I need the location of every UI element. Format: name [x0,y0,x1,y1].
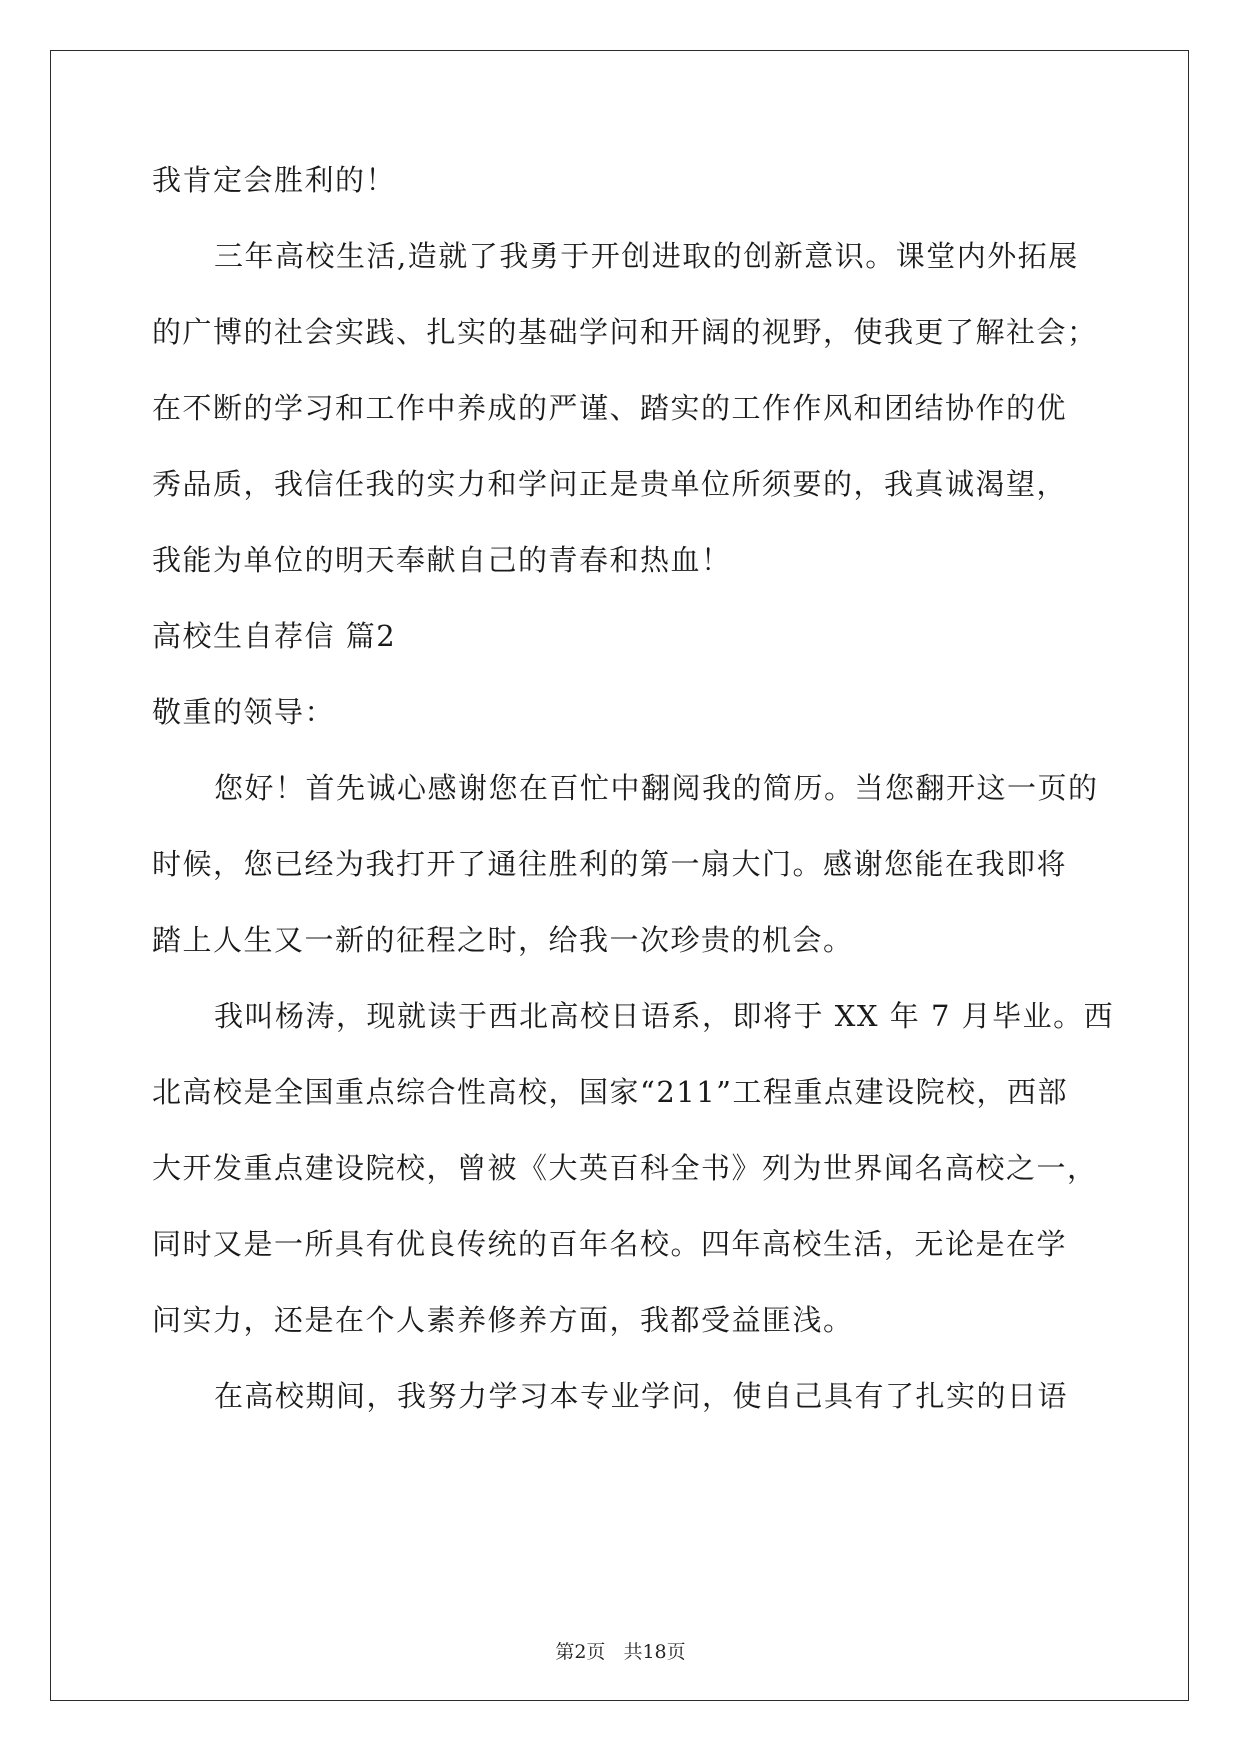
text-line: 三年高校生活,造就了我勇于开创进取的创新意识。课堂内外拓展 [214,239,1079,273]
salutation: 敬重的领导： [152,695,336,729]
text-line: 的广博的社会实践、扎实的基础学问和开阔的视野，使我更了解社会； [152,315,1098,349]
text-line: 时候，您已经为我打开了通往胜利的第一扇大门。感谢您能在我即将 [152,847,1068,881]
page-total: 共18页 [623,1641,686,1663]
text-line: 我能为单位的明天奉献自己的青春和热血！ [152,543,732,577]
section-heading: 高校生自荐信 篇2 [152,619,397,653]
text-line: 您好！首先诚心感谢您在百忙中翻阅我的简历。当您翻开这一页的 [214,771,1099,805]
text-line: 问实力，还是在个人素养修养方面，我都受益匪浅。 [152,1303,854,1337]
text-line: 我肯定会胜利的！ [152,163,397,197]
text-line: 秀品质，我信任我的实力和学问正是贵单位所须要的，我真诚渴望， [152,467,1068,501]
text-line: 在高校期间，我努力学习本专业学问，使自己具有了扎实的日语 [214,1379,1069,1413]
text-line: 大开发重点建设院校，曾被《大英百科全书》列为世界闻名高校之一， [152,1151,1098,1185]
text-line: 同时又是一所具有优良传统的百年名校。四年高校生活，无论是在学 [152,1227,1068,1261]
page-footer [0,1637,1241,1664]
text-line: 北高校是全国重点综合性高校，国家“211”工程重点建设院校，西部 [152,1075,1069,1109]
document-body [152,160,1115,1452]
text-line: 在不断的学习和工作中养成的严谨、踏实的工作作风和团结协作的优 [152,391,1068,425]
page-number: 第2页 [555,1641,606,1663]
text-line: 我叫杨涛，现就读于西北高校日语系，即将于 XX 年 7 月毕业。西 [214,999,1115,1033]
text-line: 踏上人生又一新的征程之时，给我一次珍贵的机会。 [152,923,854,957]
